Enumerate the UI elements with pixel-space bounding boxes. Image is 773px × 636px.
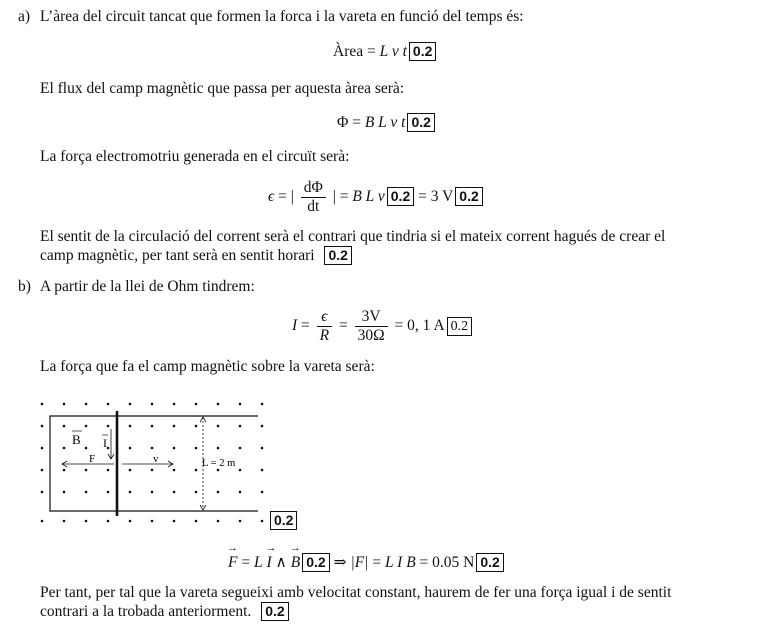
diagram-score: [268, 511, 297, 530]
eq-force-abs: |F|: [350, 554, 369, 571]
eq-flux-equals: =: [352, 114, 361, 131]
eq-emf-equals-2: =: [339, 188, 349, 205]
eq-area-lhs: Àrea: [333, 43, 364, 60]
score-box: 0.2: [409, 42, 436, 61]
eq-force-equals-2: =: [372, 554, 382, 571]
label-b: B: [72, 432, 81, 447]
eq-area-equals: =: [367, 43, 376, 60]
eq-emf-abs-close: |: [332, 188, 336, 205]
label-length: L = 2 m: [202, 458, 236, 469]
score-box: 0.2: [447, 317, 473, 336]
fraction-emf-resistance: [317, 308, 332, 345]
fraction-numerator: ϵ: [317, 308, 332, 327]
part-a-intro: L’àrea del circuit tancat que formen la forca i la vareta en funció del temps és:: [40, 8, 524, 25]
eq-emf-result: 3 V: [430, 188, 454, 205]
score-box: 0.2: [407, 113, 434, 132]
fraction-numerator: dΦ: [301, 179, 326, 198]
wedge-symbol: ∧: [275, 554, 287, 571]
eq-ohm-result: 0, 1 A: [407, 317, 445, 334]
direction-text-line2: [40, 246, 352, 265]
score-box: 0.2: [261, 602, 288, 621]
eq-emf-lhs: ϵ: [268, 188, 275, 205]
score-box: 0.2: [270, 511, 297, 530]
score-box: 0.2: [476, 553, 503, 572]
equation-force: [228, 553, 504, 572]
eq-emf-equals: = |: [278, 188, 294, 205]
score-box: 0.2: [324, 246, 351, 265]
eq-ohm-equals-3: =: [394, 317, 404, 334]
circuit-diagram: [30, 395, 270, 530]
eq-force-lib: L I B: [384, 554, 416, 571]
part-a-marker: a): [18, 8, 31, 25]
force-text: La força que fa el camp magnètic sobre la vareta serà:: [40, 358, 375, 375]
fraction-numerator: 3V: [355, 308, 388, 327]
conclusion-text-line1: Per tant, per tal que la vareta segueixi amb velocitat constant, haurem de fer una força igual i de sentit: [40, 584, 672, 601]
derivative-fraction: [301, 179, 326, 216]
direction-text: camp magnètic, per tant serà en sentit horari: [40, 247, 315, 264]
eq-force-equals-3: =: [419, 554, 429, 571]
implies-symbol: ⇒: [333, 554, 347, 571]
eq-force-result: 0.05 N: [432, 554, 475, 571]
eq-ohm-equals-2: =: [339, 317, 348, 334]
fraction-denominator: 30Ω: [357, 326, 385, 344]
fraction-denominator: R: [319, 326, 330, 344]
equation-area: [333, 42, 436, 61]
fraction-values: [355, 308, 388, 345]
label-i: I: [103, 436, 107, 450]
ohm-text: A partir de la llei de Ohm tindrem:: [40, 278, 255, 295]
emf-text: La força electromotriu generada en el circuït serà:: [40, 148, 350, 165]
direction-text-line1: El sentit de la circulació del corrent serà el contrari que tindria si el mateix corrent hagués de crear el: [40, 228, 666, 245]
conclusion-text-line2: [40, 602, 289, 621]
flux-text: El flux del camp magnètic que passa per aquesta àrea serà:: [40, 80, 405, 97]
fraction-denominator: dt: [307, 197, 320, 215]
equation-flux: [337, 113, 435, 132]
eq-ohm-equals: =: [301, 317, 310, 334]
vec-f: F →: [228, 554, 237, 572]
vec-i: I →: [266, 554, 271, 572]
eq-force-equals: =: [241, 554, 251, 571]
eq-flux-lhs: Φ: [337, 114, 349, 131]
eq-force-l: L: [253, 554, 263, 571]
label-v: v: [153, 453, 159, 465]
equation-emf: [268, 176, 483, 218]
equation-ohm: [292, 305, 472, 347]
label-f: F: [89, 453, 96, 465]
eq-flux-rhs: B L v t: [364, 114, 406, 131]
score-box: 0.2: [387, 187, 414, 206]
score-box: 0.2: [455, 187, 482, 206]
vec-b: B →: [291, 554, 300, 572]
part-b-marker: b): [18, 278, 31, 295]
eq-area-rhs: L v t: [379, 43, 407, 60]
eq-emf-equals-3: =: [418, 188, 427, 205]
score-box: 0.2: [302, 553, 329, 572]
eq-emf-mid: B L v: [352, 188, 385, 205]
eq-ohm-lhs: I: [292, 317, 298, 334]
conclusion-text: contrari a la trobada anteriorment.: [40, 603, 252, 620]
